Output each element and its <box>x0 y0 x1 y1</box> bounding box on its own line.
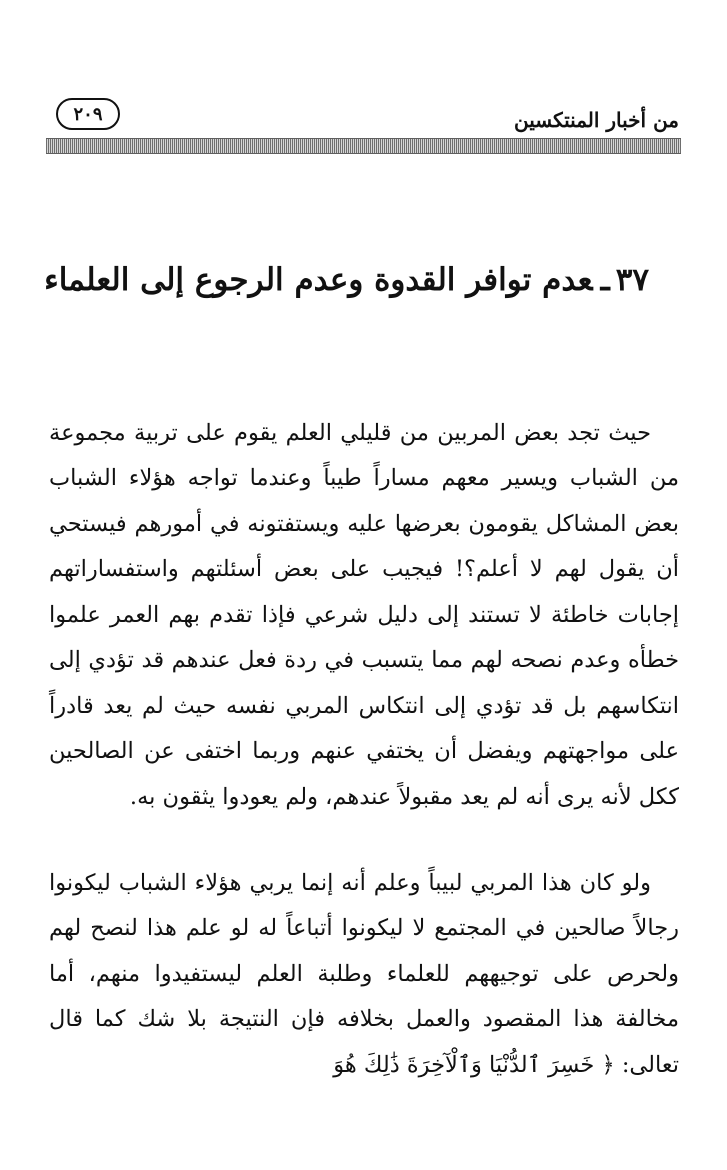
page-number: ٢٠٩ <box>56 98 120 130</box>
running-title: من أخبار المنتكسين <box>514 108 679 132</box>
header-rule <box>46 138 681 154</box>
chapter-title: عدم توافر القدوة وعدم الرجوع إلى العلماء <box>44 261 593 298</box>
body-paragraph <box>49 861 679 1089</box>
chapter-heading <box>44 259 649 302</box>
body-paragraph <box>49 411 679 821</box>
chapter-separator: ـ <box>600 261 610 298</box>
chapter-number: ٣٧ <box>615 261 649 298</box>
paragraph-text: ولو كان هذا المربي لبيباً وعلم أنه إنما يربي هؤلاء الشباب ليكونوا رجالاً صالحين في المجتمع لا ليكونوا أتباعاً له لو علم هذا لنصح لهم ولحرص على توجيههم للعلماء وطلبة العلم ليستفيدوا منهم، أما مخالفة هذا المقصود والعمل بخلافه فإن النتيجة بلا شك كما قال تعالى: ﴿ خَسِرَ ٱلدُّنْيَا وَٱلْآخِرَةَ ذَٰلِكَ هُوَ <box>49 869 679 1078</box>
paragraph-text: حيث تجد بعض المربين من قليلي العلم يقوم على تربية مجموعة من الشباب ويسير معهم مساراً طيباً وعندما تواجه هؤلاء الشباب بعض المشاكل يقومون بعرضها عليه ويستفتونه في أمورهم فيستحي أن يقول لهم لا أعلم؟! فيجيب على بعض أسئلتهم واستفساراتهم إجابات خاطئة لا تستند إلى دليل شرعي فإذا تقدم بهم العمر علموا خطأه وعدم نصحه لهم مما يتسبب في ردة فعل عندهم قد تؤدي إلى انتكاسهم بل قد تؤدي إلى انتكاس المربي نفسه حيث لم يعد قادراً على مواجهتهم ويفضل أن يختفي عنهم وربما اختفى عن الصالحين ككل لأنه يرى أنه لم يعد مقبولاً عندهم، ولم يعودوا يثقون به. <box>49 419 679 810</box>
